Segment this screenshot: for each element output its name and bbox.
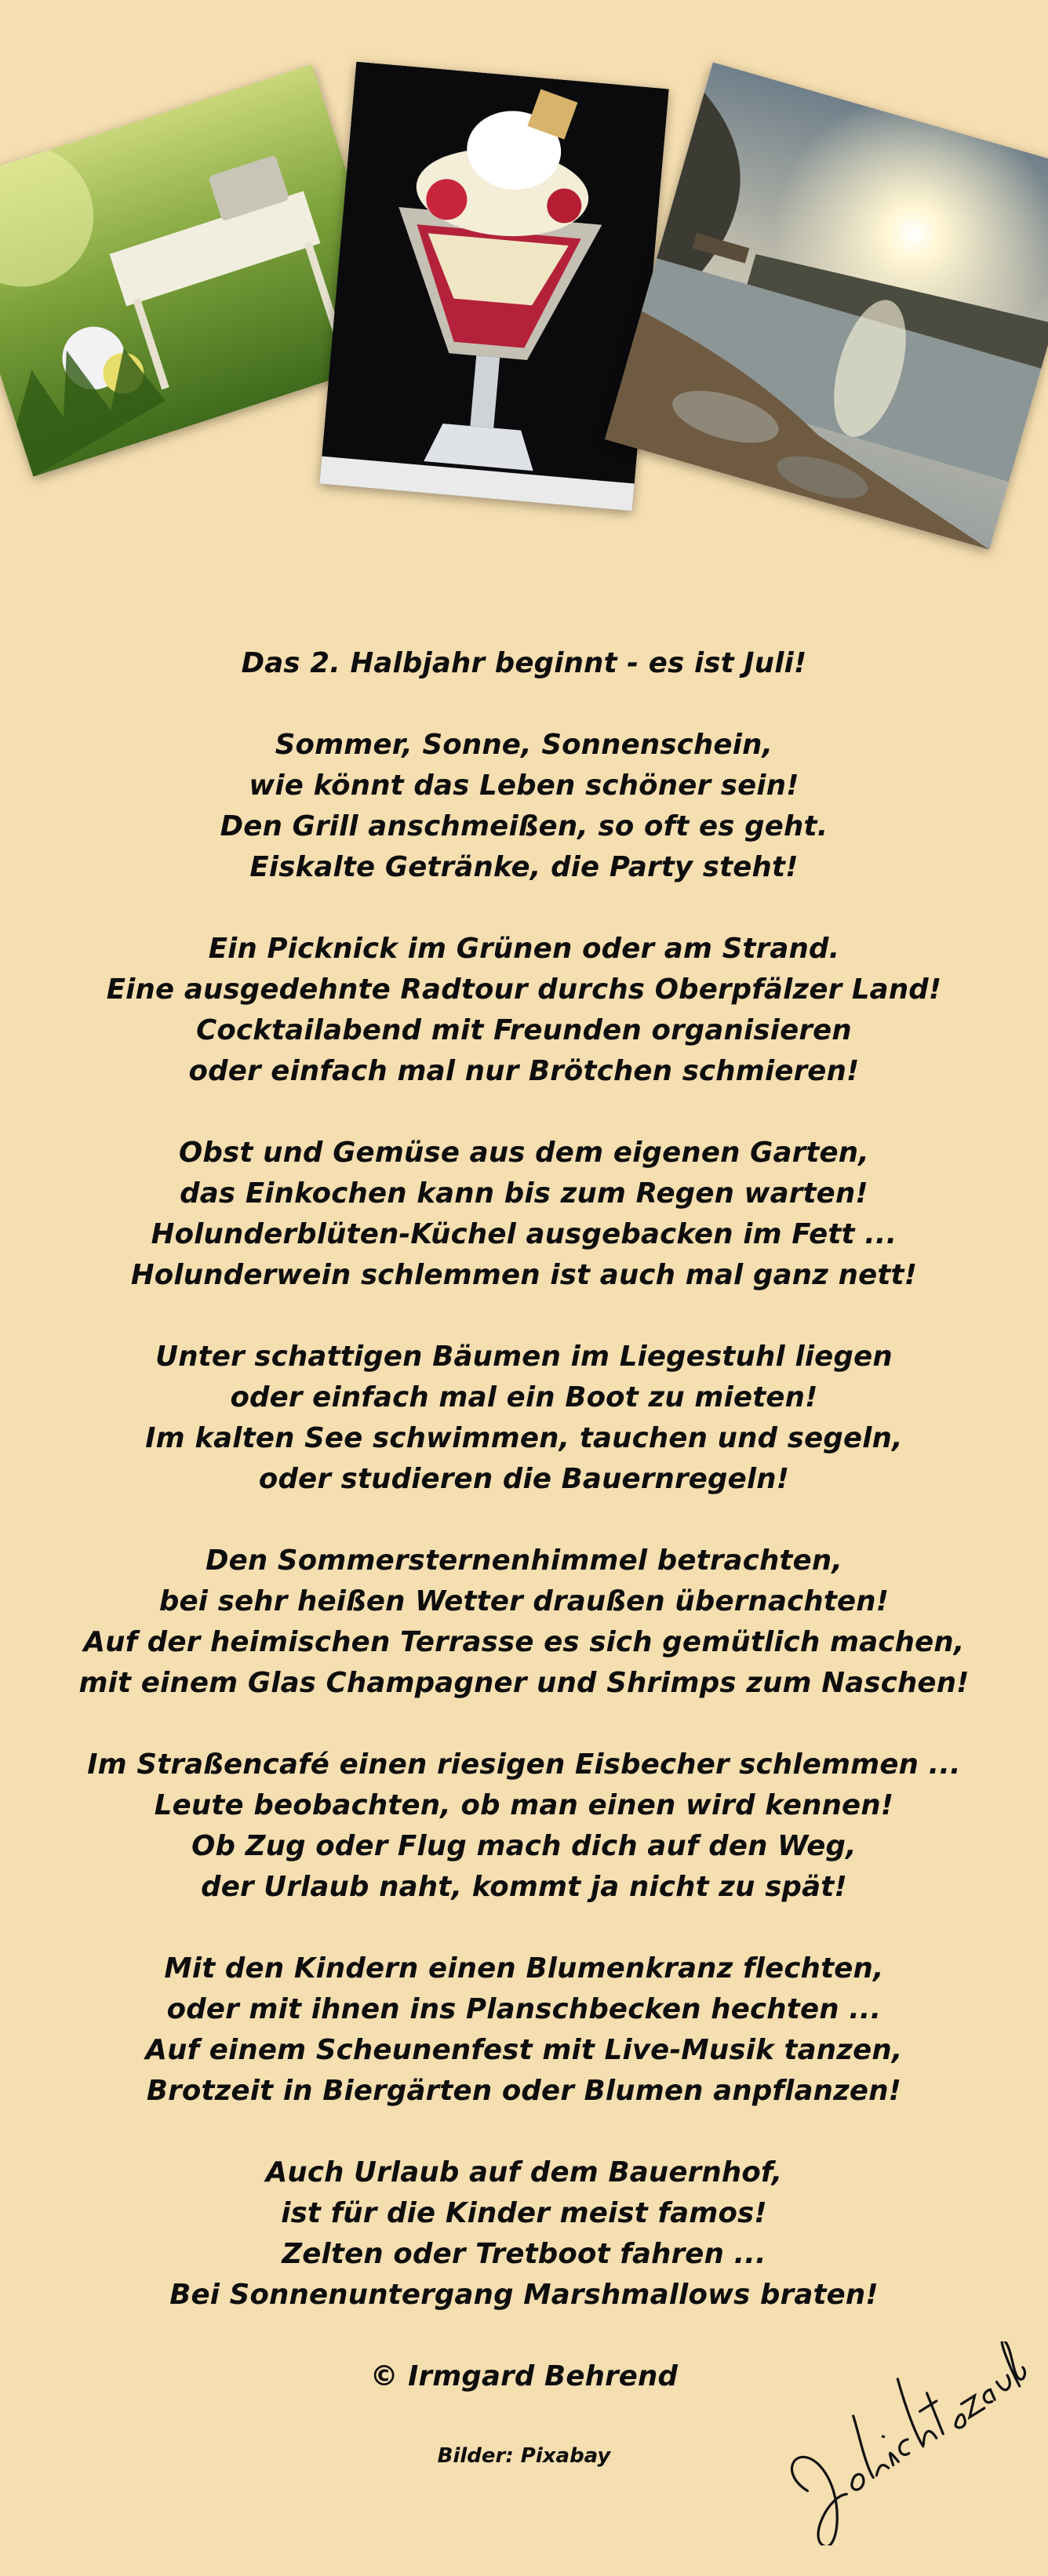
poem-line: oder studieren die Bauernregeln! [258,1463,790,1495]
poem-title: Das 2. Halbjahr beginnt - es ist Juli! [241,647,807,679]
poem [0,643,1048,2397]
poem-line: Den Grill anschmeißen, so oft es geht. [220,810,828,842]
poem-line: Obst und Gemüse aus dem eigenen Garten, [179,1137,869,1169]
poem-line: das Einkochen kann bis zum Regen warten! [180,1177,868,1210]
poem-line: Eiskalte Getränke, die Party steht! [249,851,799,883]
stanza-4 [0,1337,1048,1500]
poem-line: wie könnt das Leben schöner sein! [249,770,799,802]
poem-line: Mit den Kindern einen Blumenkranz flechten, [164,1952,884,1985]
poem-line: Den Sommersternenhimmel betrachten, [205,1545,843,1577]
poem-author: © Irmgard Behrend [369,2360,679,2392]
poem-line: Auf der heimischen Terrasse es sich gemütlich machen, [83,1626,965,1658]
poem-line: Zelten oder Tretboot fahren ... [282,2238,766,2270]
poem-line: bei sehr heißen Wetter draußen übernachten! [158,1585,890,1617]
poem-line: oder einfach mal ein Boot zu mieten! [230,1381,818,1414]
poem-line: ist für die Kinder meist famos! [281,2197,767,2229]
poem-line: Im Straßencafé einen riesigen Eisbecher schlemmen ... [87,1748,961,1781]
poem-line: Eine ausgedehnte Radtour durchs Oberpfälzer Land! [106,973,942,1006]
poem-line: Ob Zug oder Flug mach dich auf den Weg, [191,1830,857,1862]
poem-line: oder mit ihnen ins Planschbecken hechten ... [166,1993,882,2025]
stanza-3 [0,1133,1048,1296]
stanza-1 [0,725,1048,888]
poem-line: Unter schattigen Bäumen im Liegestuhl liegen [155,1341,893,1373]
ice-cream-sundae-photo [319,62,669,511]
poem-line: Ein Picknick im Grünen oder am Strand. [208,933,840,965]
image-credit: Bilder: Pixabay [437,2444,611,2468]
signature-logo [765,2341,1032,2545]
poem-line: der Urlaub naht, kommt ja nicht zu spät! [201,1871,847,1903]
poem-line: oder einfach mal nur Brötchen schmieren! [188,1055,860,1087]
poem-line: Sommer, Sonne, Sonnenschein, [275,729,773,761]
lake-sunset-photo [605,62,1048,549]
poem-line: Cocktailabend mit Freunden organisieren [196,1014,852,1046]
stanza-8 [0,2152,1048,2316]
stanza-7 [0,1948,1048,2112]
poem-line: mit einem Glas Champagner und Shrimps zum Naschen! [78,1667,970,1699]
poem-line: Im kalten See schwimmen, tauchen und segeln, [145,1422,903,1454]
poem-line: Brotzeit in Biergärten oder Blumen anpflanzen! [146,2075,902,2107]
poem-line: Holunderblüten-Küchel ausgebacken im Fett ... [151,1218,897,1250]
stanza-5 [0,1541,1048,1704]
stanza-2 [0,929,1048,1092]
poem-line: Auf einem Scheunenfest mit Live-Musik tanzen, [145,2034,903,2066]
photo-collage [0,0,1048,565]
stanza-6 [0,1745,1048,1908]
poem-line: Leute beobachten, ob man einen wird kennen! [154,1789,894,1821]
poem-line: Auch Urlaub auf dem Bauernhof, [265,2156,783,2189]
poem-line: Bei Sonnenuntergang Marshmallows braten! [169,2279,879,2311]
poem-line: Holunderwein schlemmen ist auch mal ganz nett! [130,1259,918,1291]
